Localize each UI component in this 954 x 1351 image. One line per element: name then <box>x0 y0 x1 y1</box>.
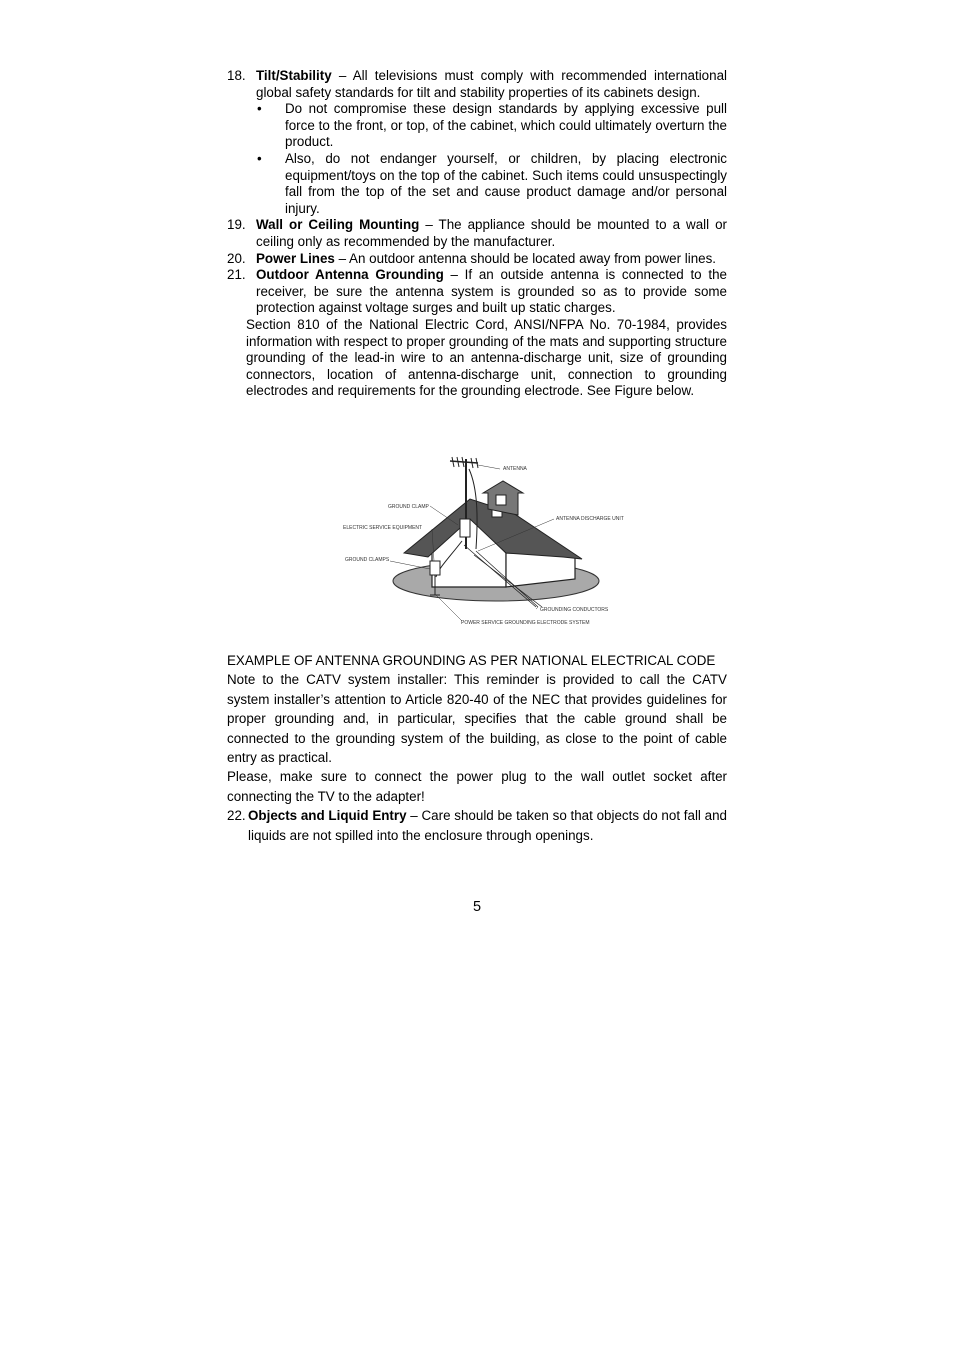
bullet-item <box>227 151 727 217</box>
item-number: 22. <box>227 808 246 824</box>
bullet-icon: • <box>257 150 262 166</box>
figure-label-antenna: ANTENNA <box>503 466 527 472</box>
item-title: Power Lines <box>256 250 335 266</box>
dormer-window <box>496 495 506 505</box>
figure-caption: EXAMPLE OF ANTENNA GROUNDING AS PER NATIONAL ELECTRICAL CODE <box>227 653 716 668</box>
figure-label-ground-clamps: GROUND CLAMPS <box>345 557 390 563</box>
bullet-text: Do not compromise these design standards by applying excessive pull force to the front, or top, of the cabinet, which could ultimately overturn the product. <box>285 101 727 150</box>
item-title: Wall or Ceiling Mounting <box>256 217 420 233</box>
item-text: – The appliance should be mounted to a wall or ceiling only as recommended by the manufacturer. <box>256 217 728 249</box>
figure-label-ground-clamp: GROUND CLAMP <box>388 504 429 510</box>
item-text: – Care should be taken so that objects do not fall and liquids are not spilled into the enclosure through openings. <box>248 808 727 843</box>
figure-label-grounding-conductors: GROUNDING CONDUCTORS <box>540 607 609 613</box>
catv-note: Note to the CATV system installer: This reminder is provided to call the CATV system installer’s attention to Article 820-40 of the NEC that provides guidelines for proper grounding and, in particular, specifies that the cable ground shall be connected to the grounding system of the building, as close to the point of cable entry as practical. <box>227 672 727 766</box>
mast-clamp <box>460 519 470 537</box>
item-text: – An outdoor antenna should be located away from power lines. <box>334 250 717 266</box>
section-810-paragraph: Section 810 of the National Electric Cord, ANSI/NFPA No. 70-1984, provides information with respect to proper grounding of the mats and supporting structure grounding of the lead-in wire to an antenna-discharge unit, size of grounding connectors, location of antenna-discharge unit, connection to grounding electrodes and requirements for the grounding electrode. See Figure below. <box>246 316 727 399</box>
item-text: – If an outside antenna is connected to the receiver, be sure the antenna system is grounded so as to provide some protection against voltage surges and built up static charges. <box>256 267 727 316</box>
bullet-item <box>227 101 727 151</box>
bullet-text: Also, do not endanger yourself, or children, by placing electronic equipment/toys on the top of the cabinet. Such items could unsuspectingly fall from the top of the set and cause product damage and/or personal injury. <box>285 150 727 216</box>
list-item-19 <box>227 217 727 250</box>
item-number: 18. <box>227 68 246 83</box>
list-item-22 <box>227 806 727 845</box>
list-item-18 <box>227 68 727 101</box>
figure-label-power-service: POWER SERVICE GROUNDING ELECTRODE SYSTEM <box>461 620 590 626</box>
list-item-20 <box>227 251 727 268</box>
page-number: 5 <box>472 899 482 915</box>
item-title: Objects and Liquid Entry <box>248 808 407 824</box>
item-number: 20. <box>227 250 246 266</box>
figure-label-electric-service: ELECTRIC SERVICE EQUIPMENT <box>343 525 423 531</box>
item-title: Outdoor Antenna Grounding <box>256 267 444 283</box>
bullet-icon: • <box>257 101 262 117</box>
antenna-boom <box>450 461 478 463</box>
item-number: 21. <box>227 267 246 283</box>
item-title: Tilt/Stability <box>256 68 332 83</box>
electric-service-box <box>430 561 440 575</box>
item-text: – All televisions must comply with recommended international global safety standards for tilt and stability properties of its cabinets design. <box>256 68 727 100</box>
safety-list <box>227 68 727 400</box>
figure-label-discharge-unit: ANTENNA DISCHARGE UNIT <box>556 516 624 522</box>
antenna-grounding-figure <box>338 449 634 631</box>
item-number: 19. <box>227 217 246 233</box>
adapter-reminder: Please, make sure to connect the power plug to the wall outlet socket after connecting the TV to the adapter! <box>227 769 727 804</box>
lower-text <box>227 651 727 845</box>
list-item-21 <box>227 267 727 317</box>
